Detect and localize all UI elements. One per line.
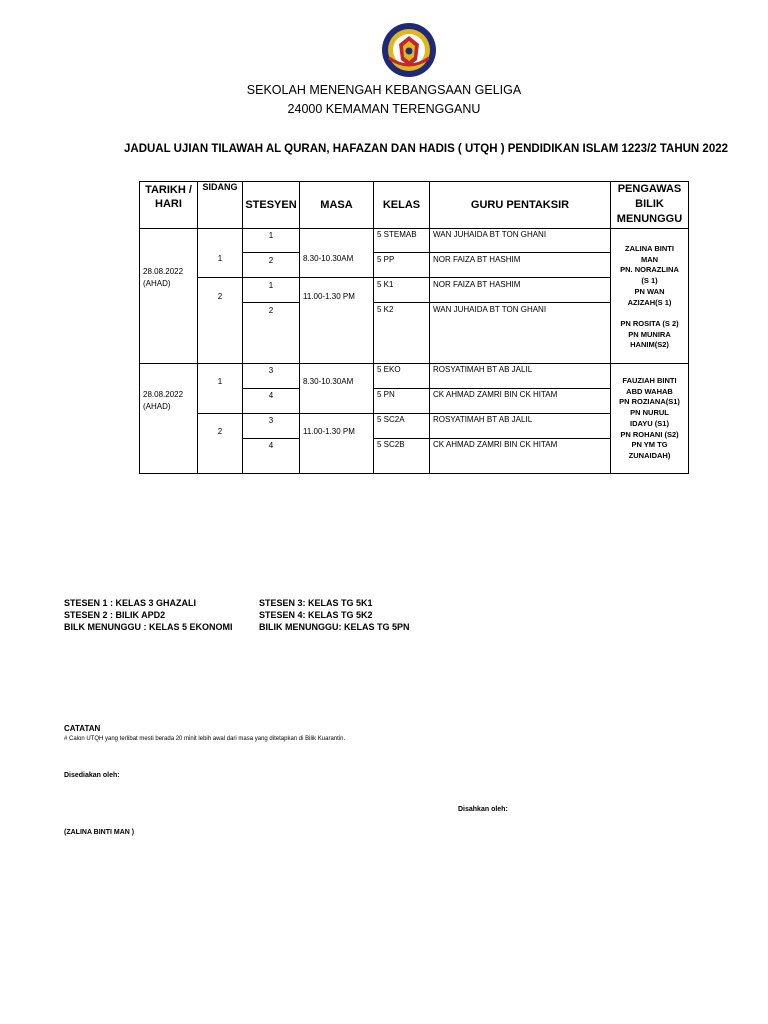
group2-kelas-row1: 5 EKO (377, 365, 401, 374)
station-info: BILIK MENUNGGU: KELAS TG 5PN (259, 622, 410, 632)
group1-stesyen-row1: 1 (268, 231, 274, 240)
group1-kelas-row2: 5 PP (377, 255, 395, 264)
group1-sidang1: 1 (217, 254, 223, 263)
group2-sidang1: 1 (217, 377, 223, 386)
group1-masa2: 11.00-1.30 PM (303, 292, 355, 301)
header-hari-label: HARI (155, 198, 182, 210)
group1-stesyen-row4: 2 (268, 306, 274, 315)
pengawas-name: PN ROHANI (S2) (620, 429, 679, 439)
group2-guru-row4: CK AHMAD ZAMRI BIN CK HITAM (433, 440, 558, 449)
pengawas-name: FAUZIAH BINTI (622, 376, 677, 385)
header-stesyen: STESYEN (245, 199, 297, 211)
group1-kelas-row4: 5 K2 (377, 305, 394, 314)
group1-day: (AHAD) (143, 279, 171, 288)
pengawas-name: PN YM TG (631, 440, 668, 450)
header-pengawas (611, 182, 688, 227)
group1-guru-row3: NOR FAIZA BT HASHIM (433, 280, 521, 289)
pengawas-name: MAN (640, 254, 659, 264)
group1-date: 28.08.2022 (143, 267, 184, 276)
group1-masa1: 8.30-10.30AM (303, 254, 354, 263)
stations-legend-left (64, 597, 233, 633)
pengawas-name: PN ROSITA (S 2) (620, 318, 679, 328)
group1-sidang2: 2 (217, 292, 223, 301)
group2-stesyen-row2: 4 (268, 391, 274, 400)
group2-stesyen-row1: 3 (268, 366, 274, 375)
pengawas-name: PN NURUL (630, 408, 669, 418)
pengawas-name: HANIM(S2) (630, 340, 669, 350)
group2-date: 28.08.2022 (143, 390, 184, 399)
notes-heading: CATATAN (64, 724, 101, 733)
pengawas-spacer (611, 308, 688, 319)
header-pengawas-line3: MENUNGGU (616, 213, 683, 225)
prepared-by-label: Disediakan oleh: (64, 772, 120, 779)
school-name: SEKOLAH MENENGAH KEBANGSAAN GELIGA (246, 83, 522, 97)
pengawas-name: PN MUNIRA (628, 329, 671, 339)
group1-pengawas (611, 244, 688, 351)
school-address: 24000 KEMAMAN TERENGGANU (287, 102, 481, 116)
station-info: BILK MENUNGGU : KELAS 5 EKONOMI (64, 622, 233, 632)
pengawas-name: ABD WAHAB (626, 386, 673, 396)
notes-text: # Calon UTQH yang terlibat mesti berada 20 minit lebih awal dari masa yang ditetapkan di Bilik Kuarantin. (64, 736, 346, 742)
group2-masa1: 8.30-10.30AM (303, 377, 354, 386)
pengawas-name: (S 1) (641, 276, 658, 286)
station-info: STESEN 2 : BILIK APD2 (64, 610, 166, 620)
station-info: STESEN 4: KELAS TG 5K2 (259, 610, 373, 620)
group2-kelas-row2: 5 PN (377, 390, 395, 399)
pengawas-name: ZUNAIDAH) (628, 450, 671, 460)
header-sidang: SIDANG (202, 182, 238, 192)
preparer-name: (ZALINA BINTI MAN ) (64, 829, 135, 836)
header-tarikh-label: TARIKH / (145, 184, 192, 196)
header-tarikh-hari (140, 183, 197, 211)
group1-stesyen-row2: 2 (268, 256, 274, 265)
group2-kelas-row3: 5 SC2A (377, 415, 405, 424)
station-info: STESEN 3: KELAS TG 5K1 (259, 598, 373, 608)
station-info: STESEN 1 : KELAS 3 GHAZALI (64, 598, 197, 608)
group2-stesyen-row4: 4 (268, 441, 274, 450)
group1-kelas-row1: 5 STEMAB (377, 230, 417, 239)
group2-pengawas (611, 376, 688, 462)
group1-guru-row1: WAN JUHAIDA BT TON GHANI (433, 230, 547, 239)
group1-kelas-row3: 5 K1 (377, 280, 394, 289)
stations-legend-right (259, 597, 410, 633)
group2-kelas-row4: 5 SC2B (377, 440, 405, 449)
group2-guru-row1: ROSYATIMAH BT AB JALIL (433, 365, 533, 374)
document-title: JADUAL UJIAN TILAWAH AL QURAN, HAFAZAN DAN HADIS ( UTQH ) PENDIDIKAN ISLAM 1223/2 TAHUN 2022 (124, 143, 729, 155)
pengawas-name: PN WAN (634, 286, 665, 296)
pengawas-name: ZALINA BINTI (625, 244, 674, 253)
group2-stesyen-row3: 3 (268, 416, 274, 425)
header-pengawas-line1: PENGAWAS (617, 183, 682, 195)
pengawas-name: PN. NORAZLINA (620, 265, 679, 275)
group2-masa2: 11.00-1.30 PM (303, 427, 355, 436)
school-crest-logo (381, 22, 437, 78)
group2-sidang2: 2 (217, 427, 223, 436)
pengawas-name: IDAYU (S1) (630, 418, 669, 428)
group2-day: (AHAD) (143, 402, 171, 411)
pengawas-name: PN ROZIANA(S1) (619, 397, 680, 407)
group2-guru-row3: ROSYATIMAH BT AB JALIL (433, 415, 533, 424)
header-kelas: KELAS (382, 199, 421, 211)
group2-guru-row2: CK AHMAD ZAMRI BIN CK HITAM (433, 390, 558, 399)
header-masa: MASA (320, 199, 353, 211)
group1-guru-row4: WAN JUHAIDA BT TON GHANI (433, 305, 547, 314)
group1-stesyen-row3: 1 (268, 281, 274, 290)
header-guru-pentaksir: GURU PENTAKSIR (470, 199, 570, 211)
approved-by-label: Disahkan oleh: (458, 806, 508, 813)
pengawas-name: AZIZAH(S 1) (627, 297, 672, 307)
header-pengawas-line2: BILIK (635, 198, 664, 210)
group1-guru-row2: NOR FAIZA BT HASHIM (433, 255, 521, 264)
